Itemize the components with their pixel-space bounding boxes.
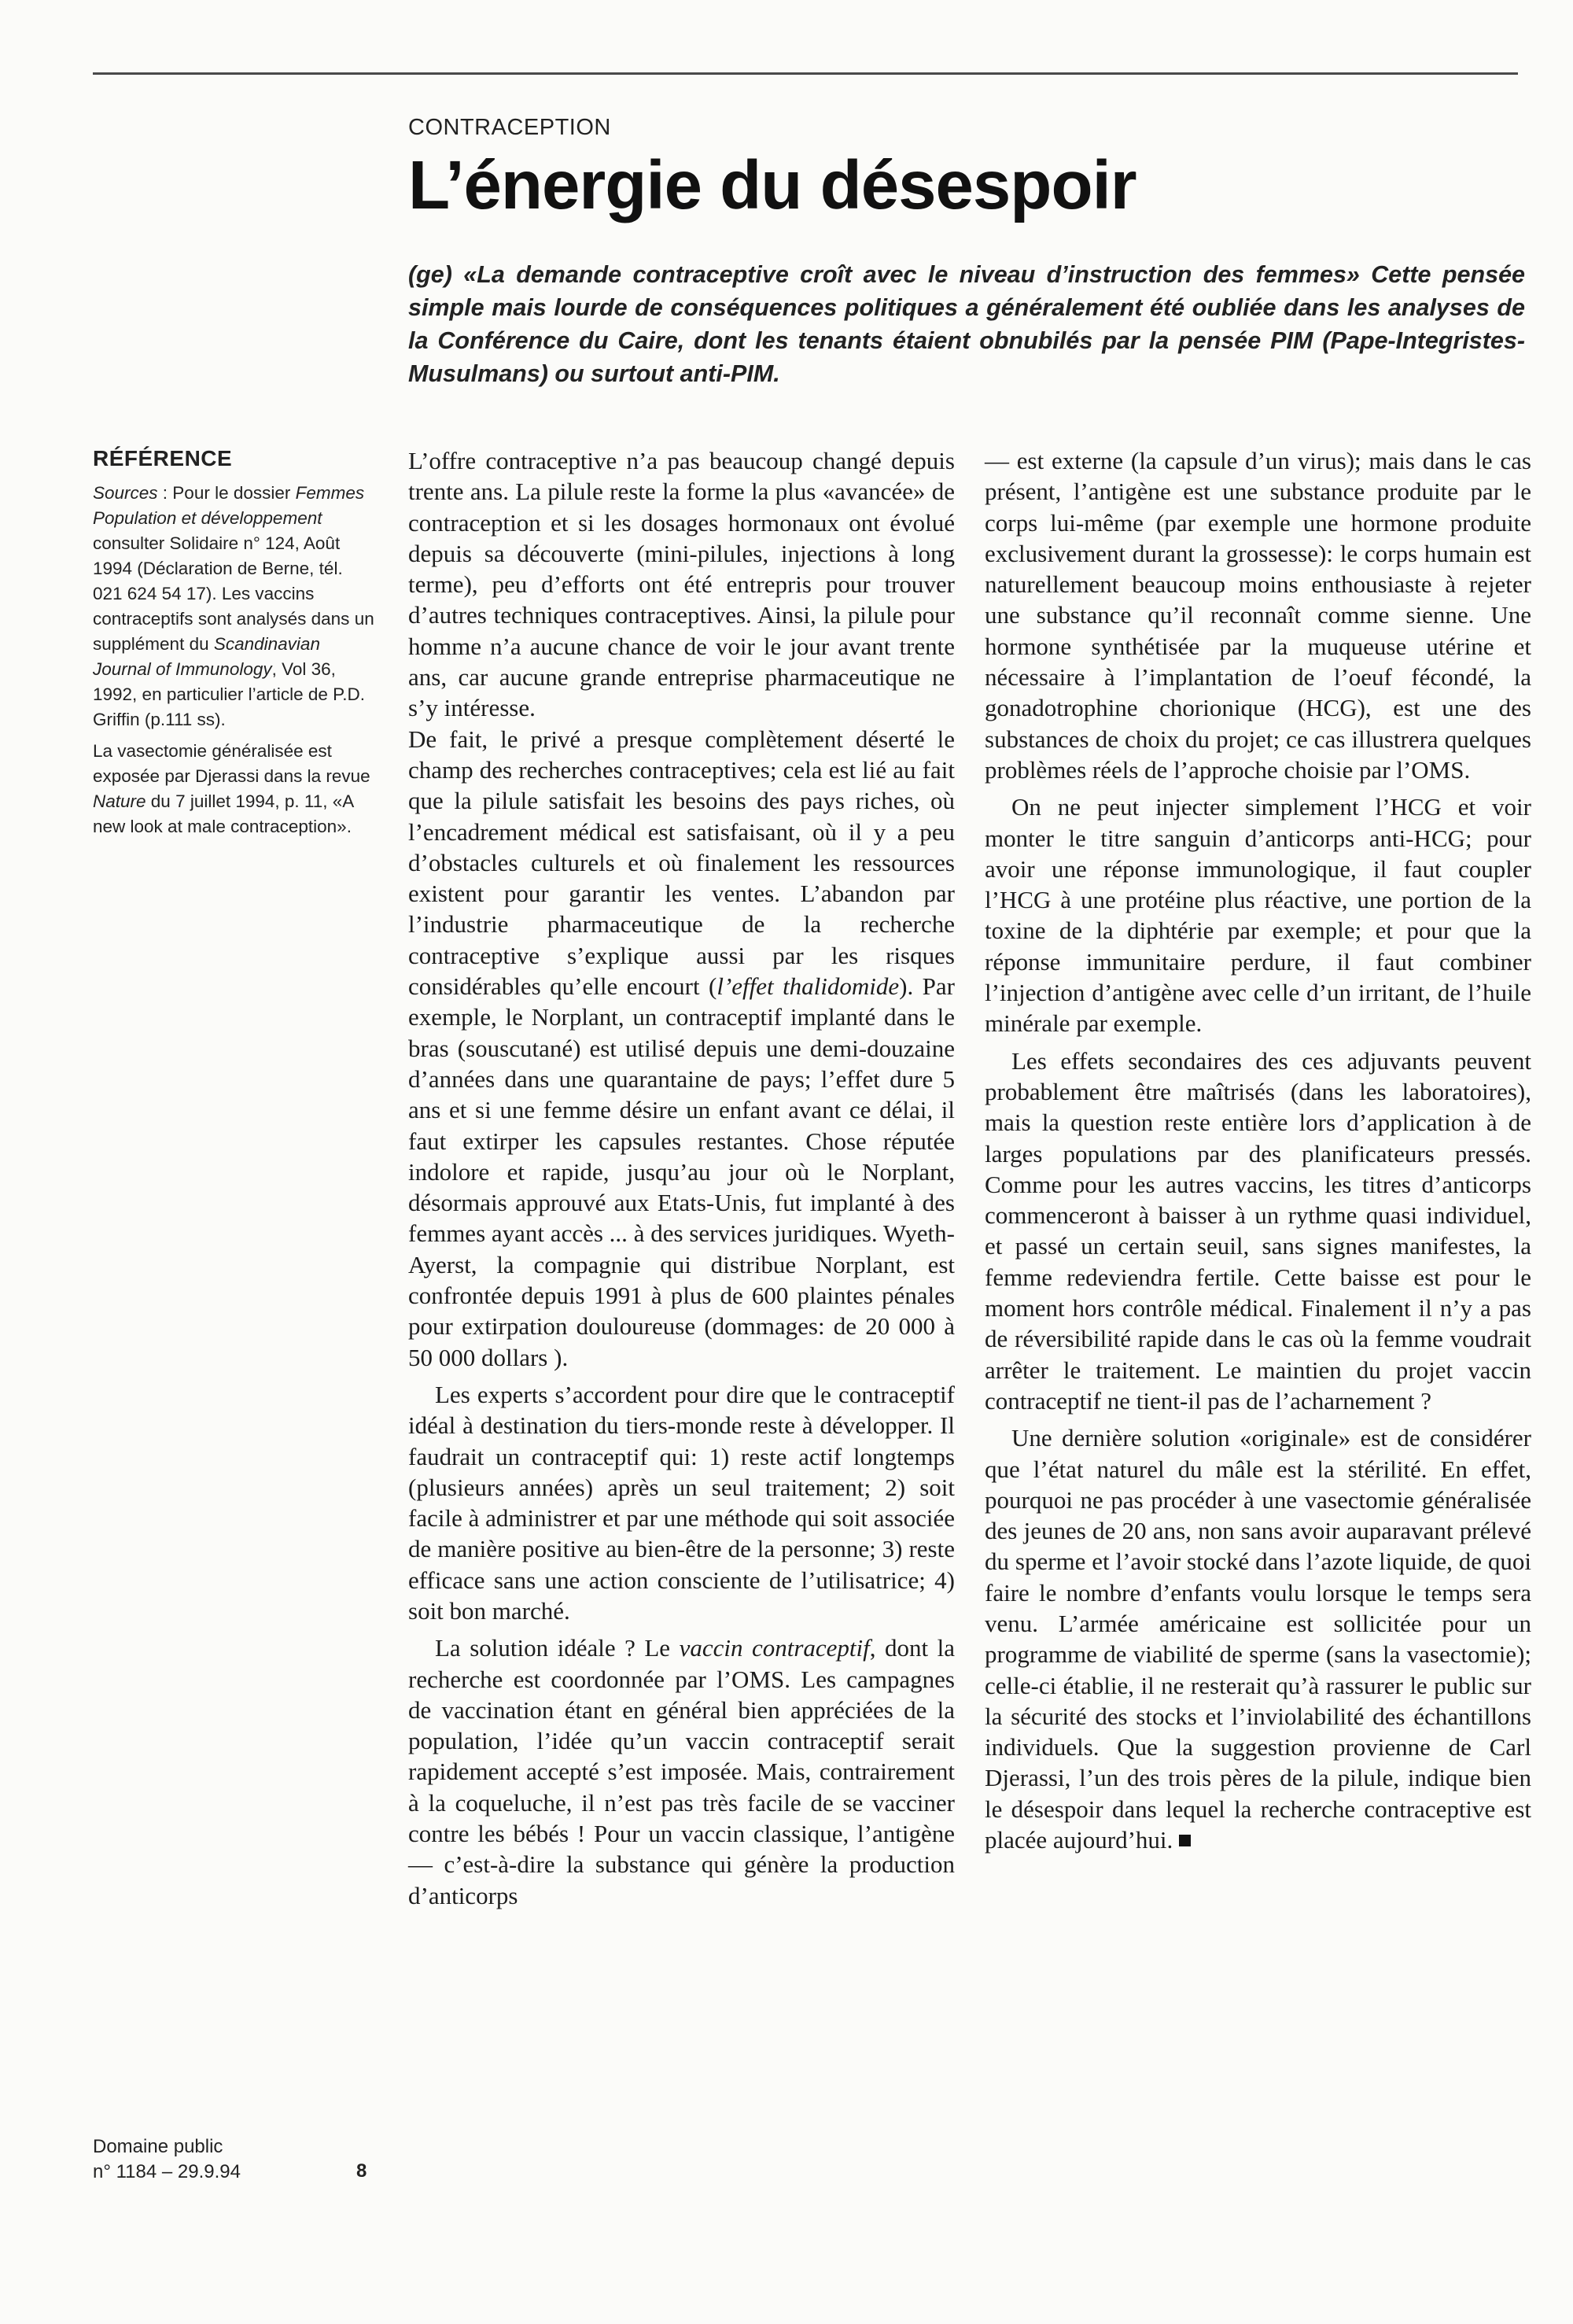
reference-sidebar (93, 446, 376, 846)
sources-text-2: consulter Solidaire n° 124, Août 1994 (Déclaration de Berne, tél. 021 624 54 17). Les vaccins contraceptifs sont analysés dans un supplément du (93, 533, 374, 654)
end-of-article-mark (1179, 1835, 1191, 1846)
paragraph-text: De fait, le privé a presque complètement déserté le champ des recherches contraceptives; cela est lié au fait que la pilule satisfait les besoins des pays riches, où l’encadrement médical est satisfaisant, où il y a peu d’obstacles culturels et où finalement les ressources existent pour garantir les ventes. L’abandon par l’industrie pharmaceutique de la recherche contraceptive s’explique aussi par les risques considérables qu’elle encourt ( (408, 725, 955, 1001)
paragraph: L’offre contraceptive n’a pas beaucoup changé depuis trente ans. La pilule reste la forme la plus «avancée» de contraception et si les dosages hormonaux ont évolué depuis sa découverte (mini-pilules, injections à long terme), peu d’efforts ont été entrepris pour trouver d’autres techniques contraceptives. Ainsi, la pilule pour homme n’a aucune chance de voir le jour avant trente ans, car aucune grande entreprise pharmaceutique ne s’y intéresse. (408, 447, 955, 722)
paragraph (985, 1422, 1531, 1855)
text-column-1 (408, 445, 955, 1911)
paragraph-text: La solution idéale ? Le (435, 1634, 680, 1662)
paragraph: Les effets secondaires des ces adjuvants peuvent probablement être maîtrisés (dans les laboratoires), mais la question reste entière lors d’application à de larges populations par des planificateurs pressés. Comme pour les autres vaccins, les titres d’anticorps commenceront à baisser à un rythme quasi individuel, et passé un certain seuil, sans signes manifestes, la femme redeviendra fertile. Cette baisse est pour le moment hors contrôle médical. Finalement il n’y a pas de réversibilité rapide dans le cas où la femme voudrait arrêter le traitement. Le maintien du projet vaccin contraceptif ne tient-il pas de l’acharnement ? (985, 1046, 1531, 1415)
page-number: 8 (356, 2160, 367, 2182)
reference-sources (93, 481, 376, 732)
header-rule (93, 72, 1518, 75)
sources-pub-2: Scandinavian Journal of Immunology (93, 634, 320, 679)
article-title: L’énergie du désespoir (408, 147, 1136, 223)
paragraph-text: Une dernière solution «originale» est de considérer que l’état naturel du mâle est la stérilité. En effet, pourquoi ne pas procéder à une vasectomie généralisée des jeunes de 20 ans, non sans avoir auparavant prélevé du sperme et l’avoir stocké dans l’azote liquide, de quoi faire le nombre d’enfants voulu lorsque le temps sera venu. L’armée américaine est sollicitée pour un programme de viabilité de sperme (sans la vasectomie); celle-ci établie, il ne resterait qu’à rassurer le public sur la sécurité des stocks et l’inviolabilité des échantillons individuels. Que la suggestion provienne de Carl Djerassi, l’un des trois pères de la pilule, indique bien le désespoir dans lequel la recherche contraceptive est placée aujourd’hui. (985, 1424, 1531, 1854)
reference-vasectomy (93, 739, 376, 839)
section-kicker: CONTRACEPTION (408, 115, 611, 140)
paragraph: — est externe (la capsule d’un virus); mais dans le cas présent, l’antigène est une substance produite par le corps lui-même (par exemple une hormone produite exclusivement durant la grossesse): le corps humain est naturellement beaucoup moins enthousiaste à rejeter une substance qu’il reconnaît comme sienne. Une hormone synthétisée par la muqueuse utérine et nécessaire à l’implantation de l’oeuf fécondé, la gonadotrophine chorionique (HCG), est une des substances de choix du projet; ce cas illustrera quelques problèmes réels de l’approche choisie par l’OMS. (985, 447, 1531, 784)
paragraph-italic: l’effet thalidomide (717, 972, 900, 1001)
vasectomy-text-2: du 7 juillet 1994, p. 11, «A new look at male contraception». (93, 791, 354, 836)
paragraph (408, 1632, 955, 1911)
article-lead: (ge) «La demande contraceptive croît avec le niveau d’instruction des femmes» Cette pensée simple mais lourde de conséquences politiques a généralement été oubliée dans les analyses de la Conférence du Caire, dont les tenants étaient obnubilés par la pensée PIM (Pape-Integristes-Musulmans) ou surtout anti-PIM. (408, 261, 1525, 387)
paragraph-text: , dont la recherche est coordonnée par l’OMS. Les campagnes de vaccination étant en général bien appréciées de la population, l’idée qu’un vaccin contraceptif serait rapidement accepté s’est imposée. Mais, contrairement à la coqueluche, il n’est pas très facile de se vacciner contre les bébés ! Pour un vaccin classique, l’antigène — c’est-à-dire la substance qui génère la production d’anticorps (408, 1634, 955, 1909)
paragraph: On ne peut injecter simplement l’HCG et voir monter le titre sanguin d’anticorps anti-HCG; pour avoir une réponse immunologique, il faut coupler l’HCG à une protéine plus réactive, une portion de la toxine de la diphtérie par exemple; et pour que la réponse immunitaire perdure, il faut combiner l’injection d’antigène avec celle d’un irritant, de l’huile minérale par exemple. (985, 793, 1531, 1038)
issue-number: n° 1184 – 29.9.94 (93, 2161, 241, 2182)
paragraph: Les experts s’accordent pour dire que le contraceptif idéal à destination du tiers-monde reste à développer. Il faudrait un contraceptif qui: 1) reste actif longtemps (plusieurs années) après un seul traitement; 2) soit facile à administrer et par une méthode qui soit associée de manière positive au bien-être de la personne; 3) reste efficace sans une action consciente de l’utilisatrice; 4) soit bon marché. (408, 1380, 955, 1625)
publication-name: Domaine public (93, 2136, 223, 2157)
sources-text-3: , Vol 36, 1992, en particulier l’article de P.D. Griffin (p.111 ss). (93, 659, 366, 729)
paragraph-italic: vaccin contraceptif (679, 1634, 870, 1662)
paragraph-text: ). Par exemple, le Norplant, un contraceptif implanté dans le bras (souscutané) est utilisé depuis une demi-douzaine d’années dans une quarantaine de pays; l’effet dure 5 ans et si une femme désire un enfant avant ce délai, il faut extirper les capsules restantes. Chose réputée indolore et rapide, jusqu’au jour où le Norplant, désormais approuvé aux Etats-Unis, fut implanté à des femmes ayant accès ... à des services juridiques. Wyeth-Ayerst, la compagnie qui distribue Norplant, est confrontée depuis 1991 à plus de 600 plaintes pénales pour extirpation douloureuse (dommages: de 20 000 à 50 000 dollars ). (408, 972, 955, 1371)
reference-heading: RÉFÉRENCE (93, 446, 233, 470)
sources-text-1: : Pour le dossier (157, 483, 296, 503)
sources-pub-1: Femmes Population et développement (93, 483, 365, 528)
vasectomy-pub: Nature (93, 791, 146, 811)
paragraph (408, 724, 955, 1373)
text-column-2 (985, 445, 1531, 1855)
publication-footer (93, 2134, 241, 2185)
vasectomy-text-1: La vasectomie généralisée est exposée par Djerassi dans la revue (93, 741, 370, 786)
sources-label: Sources (93, 483, 158, 503)
